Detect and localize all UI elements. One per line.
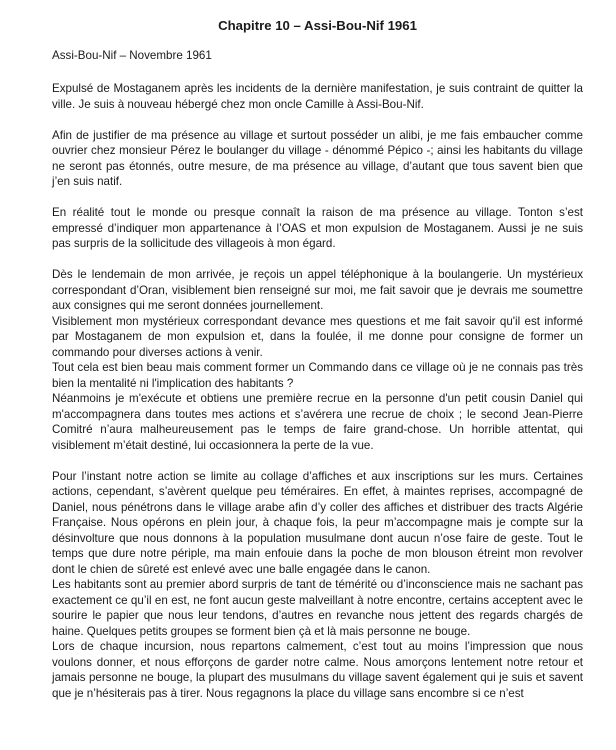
paragraph-4: Dès le lendemain de mon arrivée, je reçois un appel téléphonique à la boulangerie. Un mystérieux correspondant d’Oran, visiblement bien renseigné sur moi, me fait savoir que je devrais me soumettre aux consignes qui me seront données journellement.	[52, 268, 583, 312]
paragraph-8: Pour l’instant notre action se limite au collage d’affiches et aux inscriptions sur les murs. Certaines actions, cependant, s’avèrent quelque peu téméraires. En effet, à maintes reprises, accompagné de Daniel, nous pénétrons dans le village arabe afin d’y coller des affiches et distribuer des tracts Algérie Française. Nous opérons en plein jour, à chaque fois, la peur m’accompagne mais je compte sur la désinvolture que nous donnons à la population musulmane dont aucun n’ose faire de geste. Tout le temps que dure notre périple, ma main enfouie dans la poche de mon blouson étreint mon revolver dont le chien de sûreté est enlevé avec une balle engagée dans le canon.	[52, 469, 583, 576]
document-body	[52, 81, 583, 701]
paragraph-2: Afin de justifier de ma présence au village et surtout posséder un alibi, je me fais embaucher comme ouvrier chez monsieur Pérez le boulanger du village - dénommé Pépico -; ainsi les habitants du village ne seront pas étonnés, outre mesure, de ma présence au village, d’autant que tous savent bien que j’en suis natif.	[52, 128, 583, 188]
chapter-title: Chapitre 10 – Assi-Bou-Nif 1961	[218, 18, 417, 33]
paragraph-7: Néanmoins je m'exécute et obtiens une première recrue en la personne d'un petit cousin Daniel qui m'accompagnera dans toutes mes actions et s’avérera une recrue de choix ; le second Jean-Pierre Comitré n’aura malheureusement pas le temps de faire grand-chose. Un horrible attentat, qui visiblement m’était destiné, lui occasionnera la perte de la vue.	[52, 392, 583, 452]
dateline: Assi-Bou-Nif – Novembre 1961	[52, 49, 212, 62]
paragraph-5: Visiblement mon mystérieux correspondant devance mes questions et me fait savoir qu'il est informé par Mostaganem de mon expulsion et, dans la foulée, il me donne pour consigne de former un commando pour diverses actions à venir.	[52, 314, 583, 359]
paragraph-9: Les habitants sont au premier abord surpris de tant de témérité ou d’inconscience mais ne sachant pas exactement ce qu’il en est, ne font aucun geste malveillant à notre encontre, certains acceptent avec le sourire le papier que nous leur tendons, d’autres en revanche nous jettent des regards chargés de haine. Quelques petits groupes se forment bien çà et là mais personne ne bouge.	[52, 578, 583, 638]
paragraph-6: Tout cela est bien beau mais comment former un Commando dans ce village où je ne connais pas très bien la mentalité ni l'implication des habitants ?	[52, 361, 583, 390]
paragraph-3: En réalité tout le monde ou presque connaît la raison de ma présence au village. Tonton s’est empressé d’indiquer mon appartenance à l’OAS et mon expulsion de Mostaganem. Aussi je ne suis pas surpris de la sollicitude des villageois à mon égard.	[52, 206, 583, 250]
paragraph-10: Lors de chaque incursion, nous repartons calmement, c’est tout au moins l’impression que nous voulons donner, et nous efforçons de garder notre calme. Nous amorçons lentement notre retour et jamais personne ne bouge, la plupart des musulmans du village savent également qui je suis et savent que je n’hésiterais pas à tirer. Nous regagnons la place du village sans encombre si ce n’est	[52, 640, 583, 700]
paragraph-1: Expulsé de Mostaganem après les incidents de la dernière manifestation, je suis contraint de quitter la ville. Je suis à nouveau hébergé chez mon oncle Camille à Assi-Bou-Nif.	[52, 82, 583, 111]
